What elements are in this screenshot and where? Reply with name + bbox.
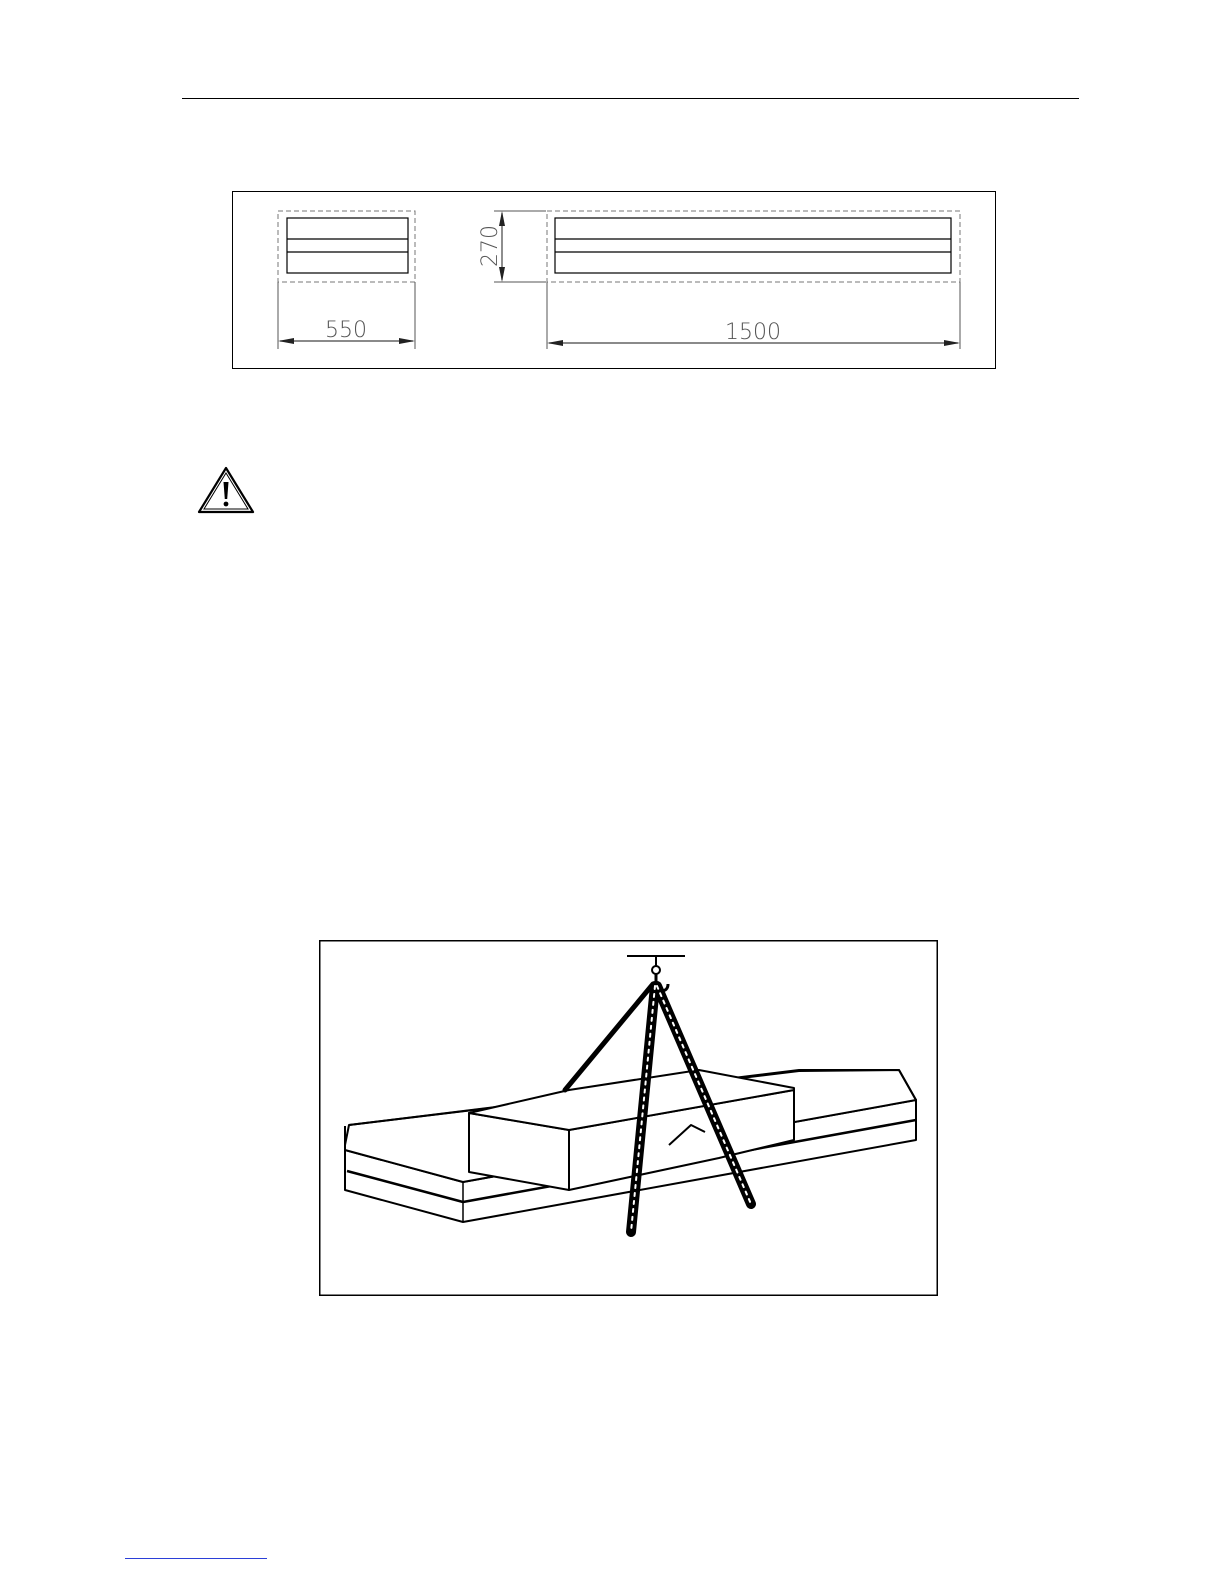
dimension-drawing: [232, 191, 996, 369]
width-dimension-label: 550: [325, 318, 367, 343]
header-rule: [182, 98, 1079, 99]
side-view: [547, 211, 960, 349]
height-dimension: [478, 211, 546, 282]
height-dimension-label: 270: [478, 225, 503, 267]
top-box: [469, 1070, 794, 1190]
length-dimension-label: 1500: [725, 320, 781, 345]
warning-triangle-icon: [196, 465, 256, 515]
lifting-illustration: [319, 940, 938, 1296]
footer-rule: [125, 1558, 267, 1559]
end-view: [278, 211, 415, 349]
